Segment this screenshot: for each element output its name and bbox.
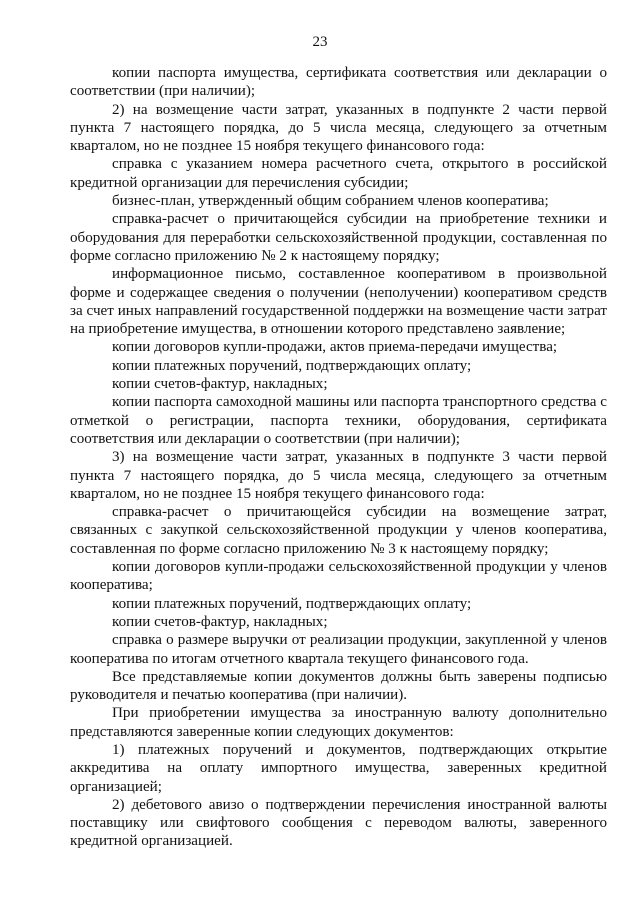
paragraph: информационное письмо, составленное кооперативом в произвольной форме и содержащее сведения о получении (неполучении) кооперативом средств за счет иных направлений государственной поддержки на возмещение части затрат на приобретение имущества, в отношении которого представлено заявление; bbox=[70, 266, 607, 338]
paragraph: При приобретении имущества за иностранную валюту дополнительно представляются заверенные копии следующих документов: bbox=[70, 705, 607, 740]
paragraph: 3) на возмещение части затрат, указанных в подпункте 3 части первой пункта 7 настоящего порядка, до 5 числа месяца, следующего за отчетным кварталом, но не позднее 15 ноября текущего финансового года: bbox=[70, 449, 607, 502]
paragraph: копии паспорта имущества, сертификата соответствия или декларации о соответствии (при наличии); bbox=[70, 65, 607, 100]
paragraph: 1) платежных поручений и документов, подтверждающих открытие аккредитива на оплату импортного имущества, заверенных кредитной организацией; bbox=[70, 741, 607, 795]
paragraph: бизнес-план, утвержденный общим собранием членов кооператива; bbox=[112, 193, 549, 210]
page-number: 23 bbox=[312, 34, 328, 50]
paragraph: копии договоров купли-продажи сельскохозяйственной продукции у членов кооператива; bbox=[70, 559, 607, 594]
paragraph: копии договоров купли-продажи, актов приема-передачи имущества; bbox=[112, 339, 558, 356]
paragraph: справка-расчет о причитающейся субсидии на возмещение затрат, связанных с закупкой сельскохозяйственной продукции у членов кооператива, составленная по форме согласно приложению № 3 к настоящему порядку; bbox=[70, 504, 607, 557]
paragraph: справка о размере выручки от реализации продукции, закупленной у членов кооператива по итогам отчетного квартала текущего финансового года. bbox=[70, 632, 607, 667]
paragraph: Все представляемые копии документов должны быть заверены подписью руководителя и печатью кооператива (при наличии). bbox=[70, 668, 607, 704]
paragraph: копии платежных поручений, подтверждающих оплату; bbox=[112, 595, 472, 612]
paragraph: 2) дебетового авизо о подтверждении перечисления иностранной валюты поставщику или свифтового сообщения с переводом валюты, заверенного кредитной организацией. bbox=[70, 796, 607, 850]
paragraph: справка-расчет о причитающейся субсидии на приобретение техники и оборудования для переработки сельскохозяйственной продукции, составленная по форме согласно приложению № 2 к настоящему порядку; bbox=[70, 211, 607, 264]
paragraph: копии паспорта самоходной машины или паспорта транспортного средства с отметкой о регистрации, паспорта техники, оборудования, сертификата соответствия или декларации о соответствии (при наличии); bbox=[70, 394, 607, 447]
paragraph: 2) на возмещение части затрат, указанных в подпункте 2 части первой пункта 7 настоящего порядка, до 5 числа месяца, следующего за отчетным кварталом, но не позднее 15 ноября текущего финансового года: bbox=[70, 101, 607, 155]
paragraph: копии платежных поручений, подтверждающих оплату; bbox=[112, 357, 472, 374]
paragraph: справка с указанием номера расчетного счета, открытого в российской кредитной организации для перечисления субсидии; bbox=[70, 156, 607, 191]
paragraph: копии счетов-фактур, накладных; bbox=[112, 376, 328, 393]
document-body bbox=[70, 64, 607, 851]
paragraph: копии счетов-фактур, накладных; bbox=[112, 613, 328, 630]
